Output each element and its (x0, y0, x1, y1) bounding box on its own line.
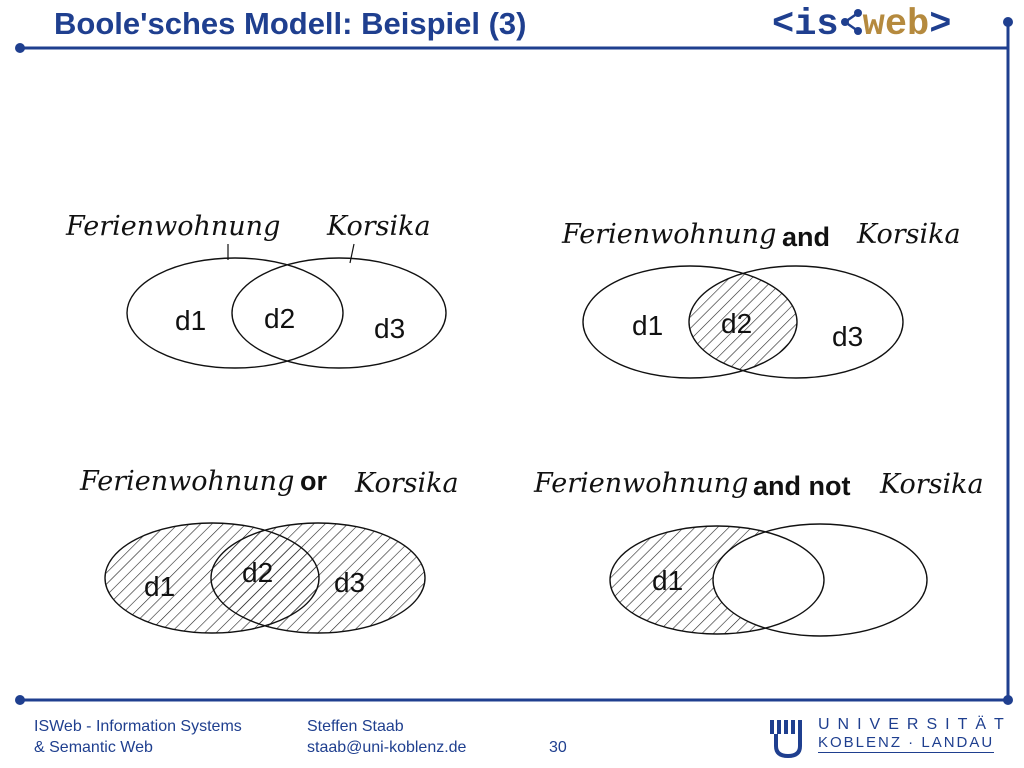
venn-and-term1: Ferienwohnung (562, 219, 777, 250)
venn-plain-label-right: Korsika (327, 211, 431, 242)
university-name: UNIVERSITÄT (818, 716, 1012, 733)
footer-author-email: staab@uni-koblenz.de (307, 739, 467, 756)
venn-andnot (533, 468, 984, 636)
venn-or (79, 466, 459, 633)
footer-org (34, 716, 242, 758)
venn-and-operator: and (782, 222, 831, 252)
venn-or-term2: Korsika (355, 468, 459, 499)
page-title: Boole'sches Modell: Beispiel (3) (54, 6, 527, 41)
venn-or-operator: or (300, 466, 327, 496)
logo-close-bracket: > (929, 4, 952, 46)
university-logo (768, 716, 1012, 760)
venn-andnot-doc-d1: d1 (652, 565, 684, 596)
footer-org-line2: & Semantic Web (34, 739, 153, 756)
university-emblem-icon (768, 716, 812, 760)
venn-and-term2: Korsika (857, 219, 961, 250)
logo-open-bracket: < (772, 4, 795, 46)
footer-author-name: Steffen Staab (307, 718, 404, 735)
venn-plain-doc-d2: d2 (264, 303, 296, 334)
logo-is: is (794, 4, 839, 46)
venn-plain-leader-right (350, 244, 354, 263)
venn-plain-set-ferienwohnung (127, 258, 343, 368)
venn-andnot-cutout (713, 524, 927, 636)
footer-org-line1: ISWeb - Information Systems (34, 718, 242, 735)
footer-author (307, 716, 466, 758)
venn-and-doc-d3: d3 (832, 321, 864, 352)
venn-or-doc-d2: d2 (242, 557, 274, 588)
venn-plain-doc-d3: d3 (374, 313, 406, 344)
venn-and-doc-d1: d1 (632, 310, 664, 341)
venn-or-term1: Ferienwohnung (80, 466, 295, 497)
venn-and-doc-d2: d2 (721, 308, 753, 339)
logo-web: web (862, 4, 930, 46)
venn-or-doc-d1: d1 (144, 571, 176, 602)
university-locations: KOBLENZ · LANDAU (818, 734, 995, 751)
venn-andnot-operator: and not (753, 471, 851, 501)
venn-andnot-term2: Korsika (880, 469, 984, 500)
page-number: 30 (549, 739, 567, 756)
venn-plain-doc-d1: d1 (175, 305, 207, 336)
venn-and (561, 219, 961, 378)
venn-andnot-term1: Ferienwohnung (534, 468, 749, 499)
venn-plain-label-left: Ferienwohnung (66, 211, 281, 242)
venn-or-doc-d3: d3 (334, 567, 366, 598)
venn-plain (65, 211, 446, 368)
